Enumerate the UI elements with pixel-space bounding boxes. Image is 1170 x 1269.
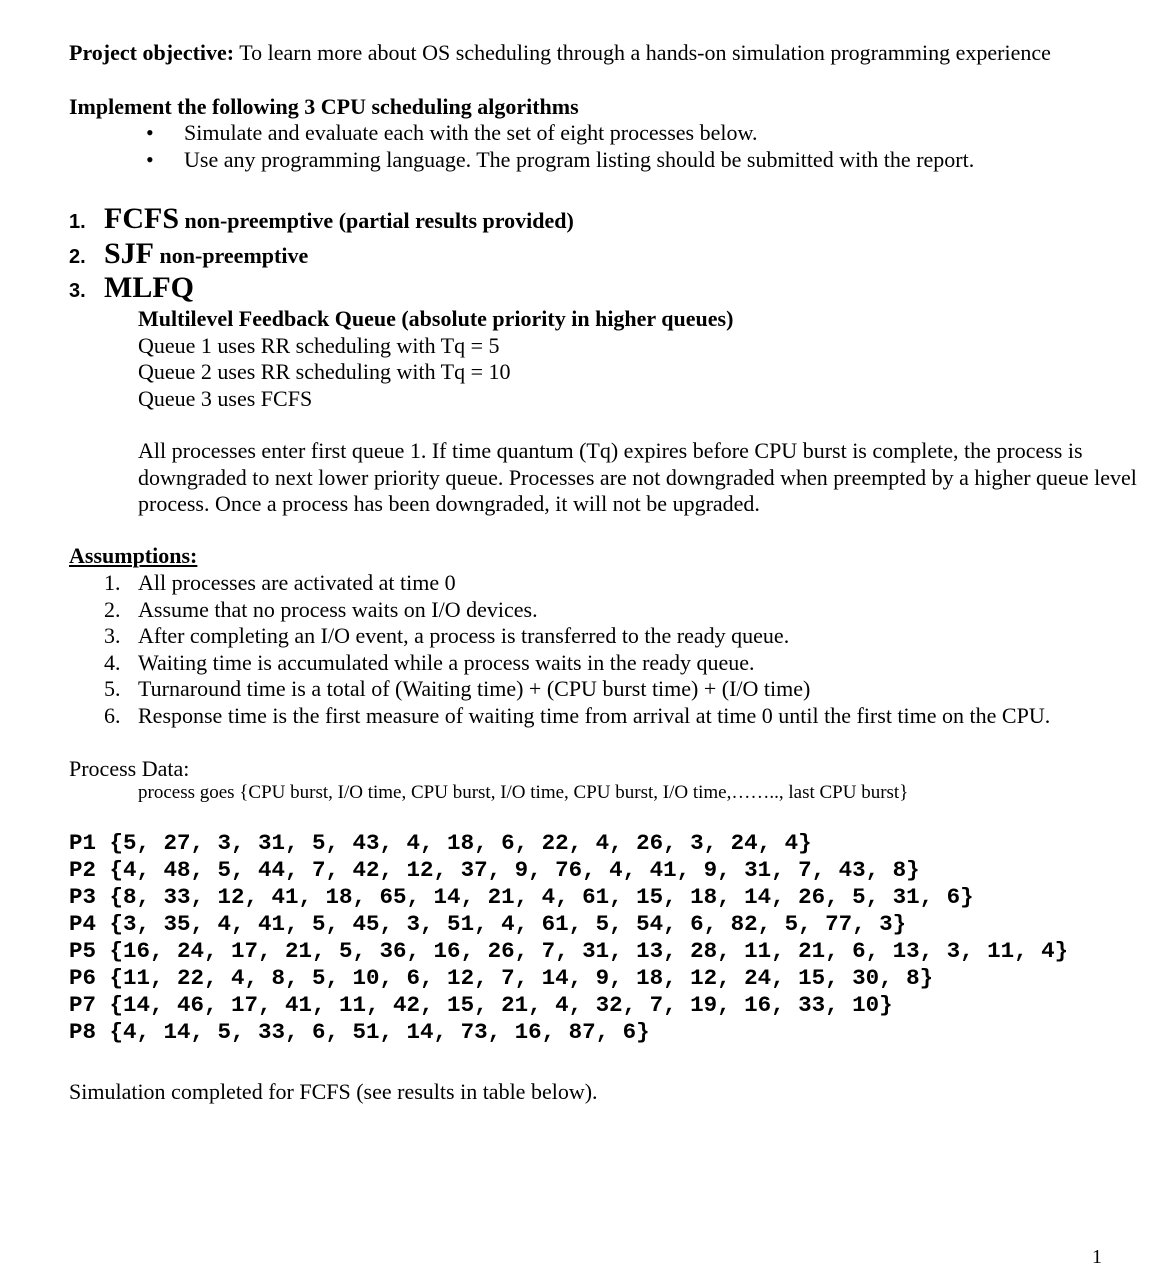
implement-bullet-list (146, 120, 974, 174)
objective-text: To learn more about OS scheduling through a hands-on simulation programming experience (234, 40, 1051, 65)
process-data-note: process goes {CPU burst, I/O time, CPU burst, I/O time, CPU burst, I/O time,…….., last CPU burst} (138, 782, 909, 803)
process-line-p6: P6 {11, 22, 4, 8, 5, 10, 6, 12, 7, 14, 9, 18, 12, 24, 15, 30, 8} (69, 965, 934, 991)
assumption-text: Response time is the first measure of waiting time from arrival at time 0 until the first time on the CPU. (138, 702, 1051, 728)
process-line-p7: P7 {14, 46, 17, 41, 11, 42, 15, 21, 4, 32, 7, 19, 16, 33, 10} (69, 992, 893, 1018)
assumption-item (104, 703, 1050, 730)
assumption-text: Turnaround time is a total of (Waiting time) + (CPU burst time) + (I/O time) (138, 676, 811, 701)
process-line-p3: P3 {8, 33, 12, 41, 18, 65, 14, 21, 4, 61, 15, 18, 14, 26, 5, 31, 6} (69, 884, 974, 910)
assumption-number: 1. (104, 570, 121, 595)
process-line-p2: P2 {4, 48, 5, 44, 7, 42, 12, 37, 9, 76, 4, 41, 9, 31, 7, 43, 8} (69, 857, 920, 883)
simulation-note: Simulation completed for FCFS (see results in table below). (69, 1079, 598, 1104)
assumption-text: Assume that no process waits on I/O devices. (138, 596, 538, 622)
process-line-p5: P5 {16, 24, 17, 21, 5, 36, 16, 26, 7, 31, 13, 28, 11, 21, 6, 13, 3, 11, 4} (69, 938, 1069, 964)
assumption-number: 6. (104, 702, 121, 728)
algorithm-number: 2. (69, 246, 86, 268)
mlfq-queue-line: Queue 3 uses FCFS (138, 385, 313, 411)
assumptions-list (104, 570, 1050, 729)
assumption-text: After completing an I/O event, a process is transferred to the ready queue. (138, 623, 790, 648)
assumption-number: 4. (104, 649, 121, 675)
algorithm-desc: non-preemptive (154, 243, 309, 268)
algorithm-number: 1. (69, 211, 86, 233)
mlfq-paragraph: All processes enter first queue 1. If time quantum (Tq) expires before CPU burst is complete, the process is downgraded to next lower priority queue. Processes are not downgraded when preempted by a higher queue level process. Once a process has been downgraded, it will not be upgraded. (138, 438, 1137, 516)
bullet-item: • Simulate and evaluate each with the set of eight processes below. (146, 120, 974, 147)
algorithm-item-mlfq (69, 271, 194, 305)
algorithm-item-fcfs (69, 202, 574, 236)
implement-heading: Implement the following 3 CPU scheduling algorithms (69, 94, 579, 119)
assumption-item (104, 597, 1050, 624)
objective-label: Project objective: (69, 40, 235, 65)
assumption-item (104, 676, 1050, 703)
mlfq-queue-line: Queue 2 uses RR scheduling with Tq = 10 (138, 359, 511, 384)
algorithm-item-sjf (69, 237, 308, 271)
algorithm-name: MLFQ (104, 271, 194, 304)
assumption-item (104, 623, 1050, 650)
assumption-item (104, 570, 1050, 597)
assumption-number: 5. (104, 676, 121, 701)
bullet-item: • Use any programming language. The program listing should be submitted with the report. (146, 147, 974, 174)
process-line-p1: P1 {5, 27, 3, 31, 5, 43, 4, 18, 6, 22, 4, 26, 3, 24, 4} (69, 830, 812, 856)
process-list (69, 830, 1068, 1046)
page-number: 1 (1092, 1246, 1102, 1268)
assumption-item (104, 650, 1050, 677)
assumption-text: All processes are activated at time 0 (138, 570, 456, 595)
mlfq-details (138, 306, 733, 412)
algorithm-number: 3. (69, 280, 86, 302)
assumption-text: Waiting time is accumulated while a process waits in the ready queue. (138, 649, 755, 675)
process-line-p4: P4 {3, 35, 4, 41, 5, 45, 3, 51, 4, 61, 5, 54, 6, 82, 5, 77, 3} (69, 911, 907, 937)
process-line-p8: P8 {4, 14, 5, 33, 6, 51, 14, 73, 16, 87, 6} (69, 1019, 650, 1045)
algorithm-name: FCFS (104, 202, 179, 235)
project-objective (69, 40, 1051, 66)
algorithm-desc: non-preemptive (partial results provided) (179, 208, 574, 233)
assumptions-heading: Assumptions: (69, 543, 198, 568)
mlfq-queue-line: Queue 1 uses RR scheduling with Tq = 5 (138, 332, 500, 358)
assumption-number: 2. (104, 596, 121, 622)
algorithm-name: SJF (104, 237, 155, 270)
assumption-number: 3. (104, 623, 121, 648)
process-data-label: Process Data: (69, 756, 190, 781)
mlfq-title: Multilevel Feedback Queue (absolute priority in higher queues) (138, 306, 734, 331)
